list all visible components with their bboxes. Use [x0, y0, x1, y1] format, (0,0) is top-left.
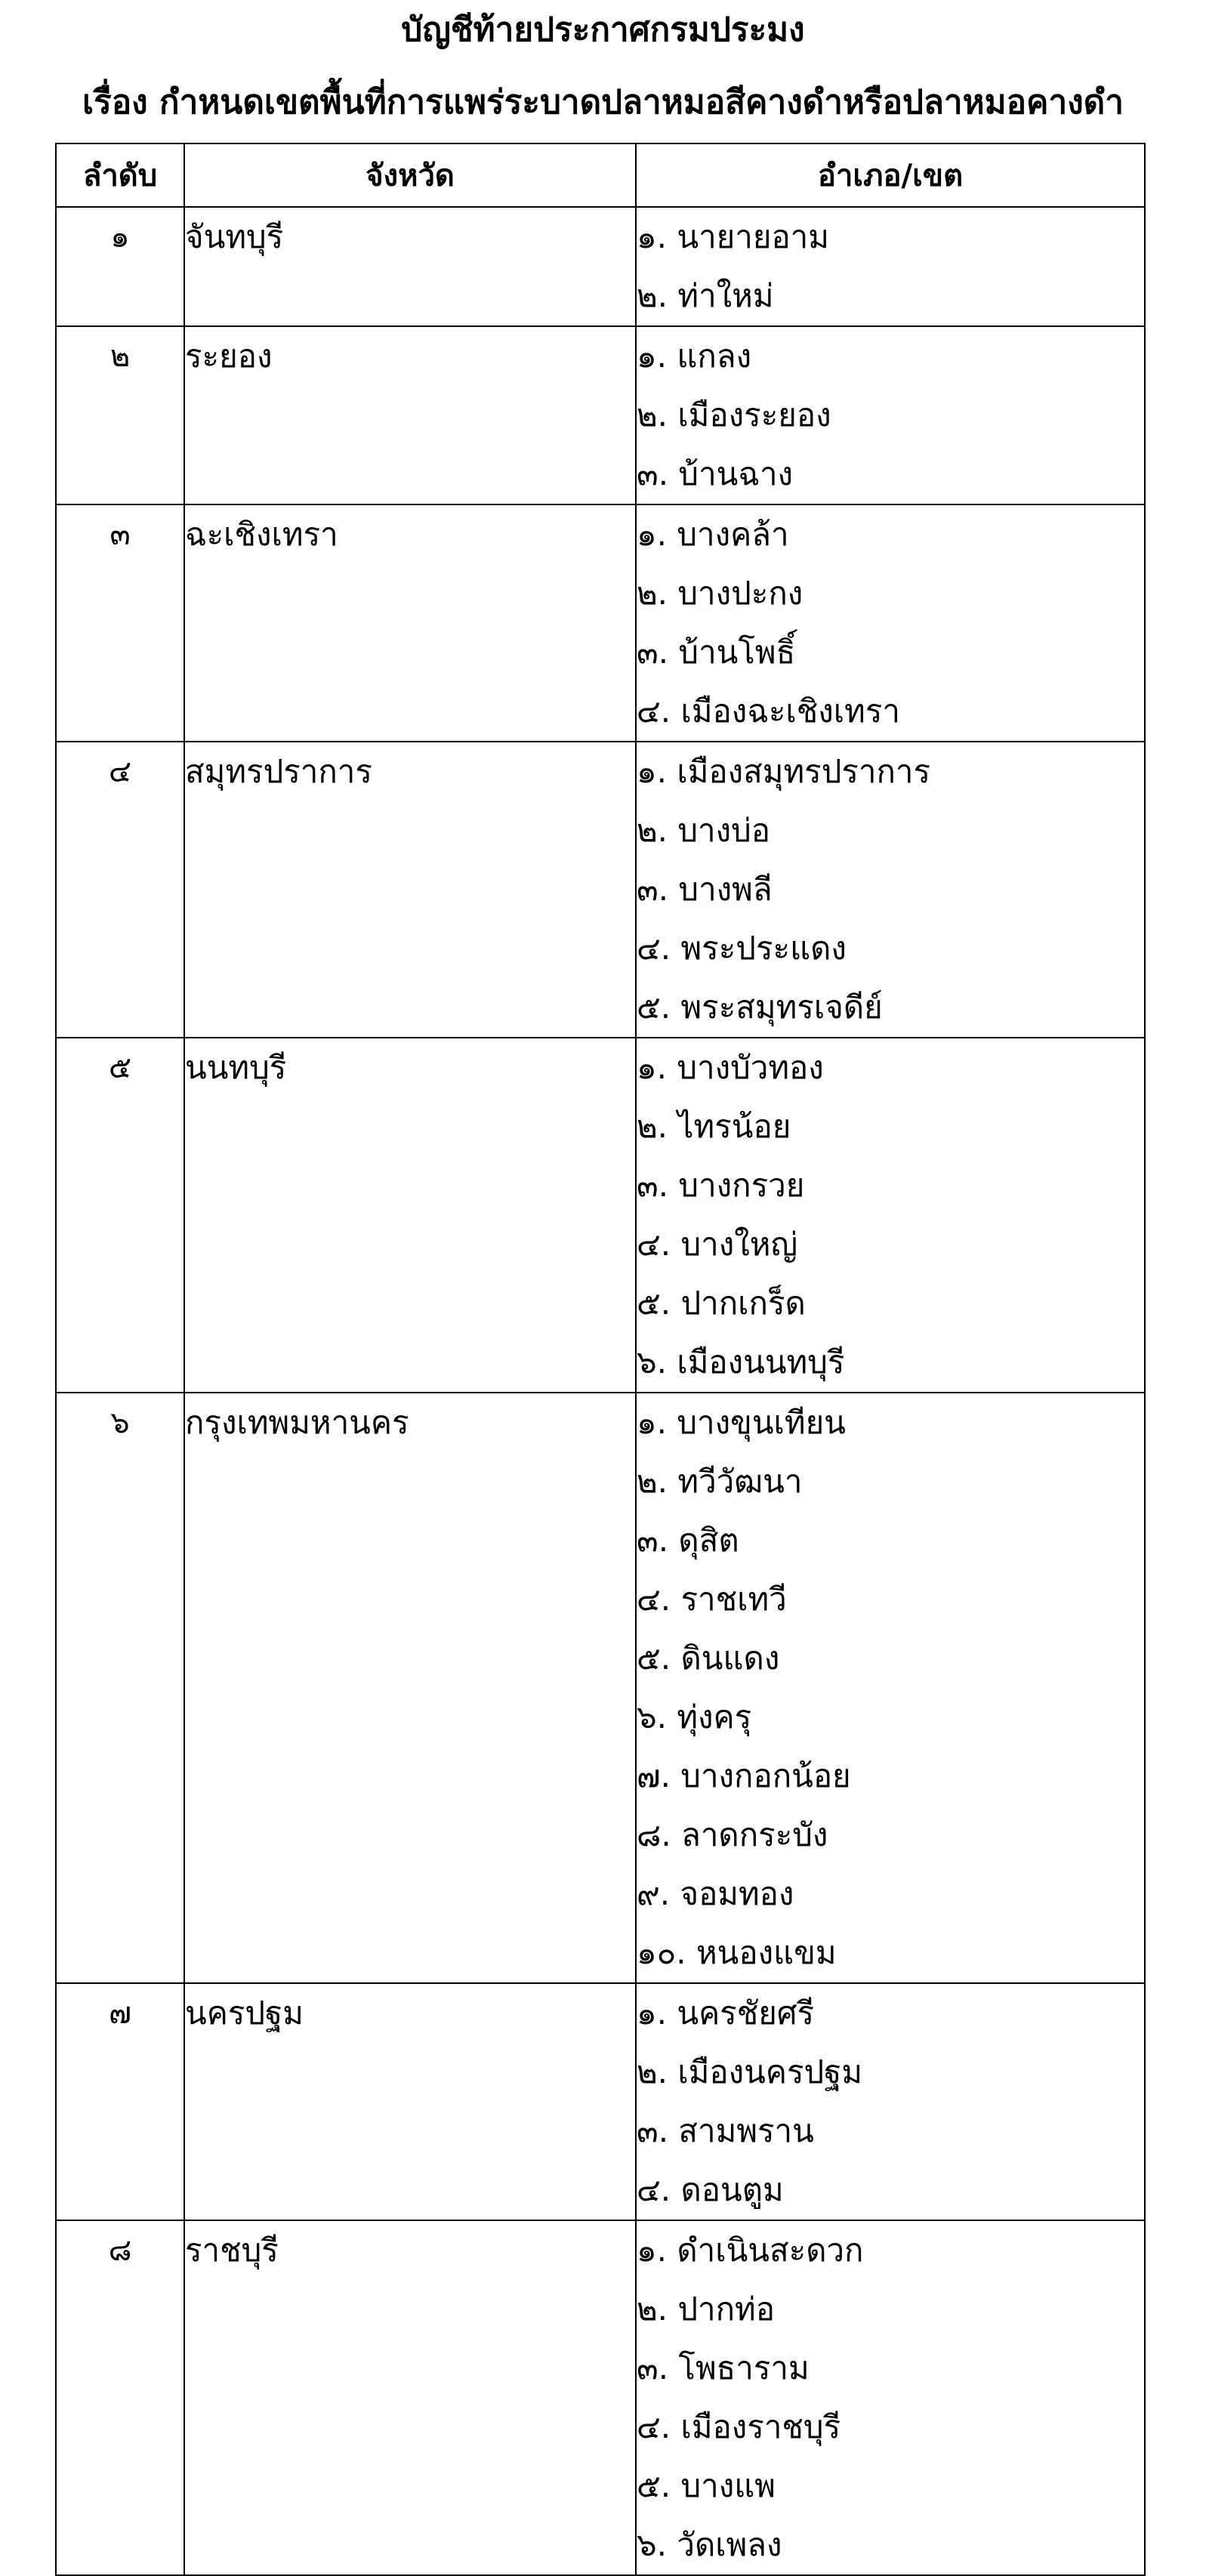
district-item: ๔. ราชเทวี: [637, 1581, 787, 1618]
districts-cell: [636, 326, 1145, 504]
district-item: ๗. บางกอกน้อย: [637, 1757, 851, 1794]
district-item: ๑. เมืองสมุทรปราการ: [637, 753, 931, 790]
districts-cell: [636, 2220, 1145, 2575]
province-cell: สมุทรปราการ: [184, 742, 636, 1038]
districts-cell: [636, 207, 1145, 326]
order-cell: ๑: [56, 207, 184, 326]
district-item: ๙. จอมทอง: [637, 1875, 794, 1912]
table-body: [56, 207, 1145, 2575]
district-item: ๔. เมืองฉะเชิงเทรา: [637, 693, 900, 730]
order-cell: ๖: [56, 1393, 184, 1983]
table-row: [56, 1393, 1145, 1983]
district-item: ๒. ทวีวัฒนา: [637, 1463, 803, 1500]
header-province: จังหวัด: [184, 143, 636, 207]
district-item: ๑. แกลง: [637, 338, 752, 375]
district-item: ๓. บางพลี: [637, 871, 773, 908]
district-item: ๕. พระสมุทรเจดีย์: [637, 989, 883, 1026]
districts-cell: [636, 1983, 1145, 2220]
order-cell: ๔: [56, 742, 184, 1038]
table-row: [56, 1983, 1145, 2220]
district-item: ๒. เมืองนครปฐม: [637, 2053, 863, 2090]
table-row: [56, 742, 1145, 1038]
order-cell: ๕: [56, 1038, 184, 1393]
districts-cell: [636, 742, 1145, 1038]
table-row: [56, 1038, 1145, 1393]
order-cell: ๗: [56, 1983, 184, 2220]
province-cell: ฉะเชิงเทรา: [184, 504, 636, 742]
district-item: ๔. บางใหญ่: [637, 1226, 798, 1263]
district-item: ๘. ลาดกระบัง: [637, 1816, 828, 1853]
district-item: ๑. บางบัวทอง: [637, 1049, 824, 1086]
document-title: บัญชีท้ายประกาศกรมประมง: [401, 11, 805, 49]
district-item: ๔. เมืองราชบุรี: [637, 2408, 841, 2445]
district-item: ๒. ท่าใหม่: [637, 277, 774, 314]
district-item: ๕. ดินแดง: [637, 1640, 780, 1677]
table-row: [56, 207, 1145, 326]
district-item: ๔. พระประแดง: [637, 930, 847, 967]
header-row: [56, 143, 1145, 207]
district-item: ๒. บางบ่อ: [637, 812, 771, 849]
province-cell: ราชบุรี: [184, 2220, 636, 2575]
province-cell: กรุงเทพมหานคร: [184, 1393, 636, 1983]
province-cell: นนทบุรี: [184, 1038, 636, 1393]
order-cell: ๓: [56, 504, 184, 742]
province-cell: นครปฐม: [184, 1983, 636, 2220]
districts-cell: [636, 504, 1145, 742]
district-item: ๕. บางแพ: [637, 2467, 776, 2504]
district-item: ๒. ไทรน้อย: [637, 1108, 791, 1145]
header-district: อำเภอ/เขต: [636, 143, 1145, 207]
district-item: ๑. ดำเนินสะดวก: [637, 2232, 864, 2269]
province-cell: ระยอง: [184, 326, 636, 504]
district-item: ๓. ดุสิต: [637, 1522, 739, 1559]
district-item: ๓. บ้านฉาง: [637, 455, 794, 492]
districts-cell: [636, 1038, 1145, 1393]
district-item: ๑. บางคล้า: [637, 516, 789, 553]
districts-cell: [636, 1393, 1145, 1983]
header-order: ลำดับ: [56, 143, 184, 207]
district-item: ๕. ปากเกร็ด: [637, 1285, 806, 1322]
district-item: ๑. บางขุนเทียน: [637, 1404, 846, 1441]
order-cell: ๘: [56, 2220, 184, 2575]
district-table: [55, 143, 1146, 2576]
district-item: ๔. ดอนตูม: [637, 2171, 784, 2208]
district-item: ๓. บ้านโพธิ์: [637, 634, 796, 671]
district-item: ๒. ปากท่อ: [637, 2291, 775, 2328]
table-header: [56, 143, 1145, 207]
district-item: ๑. นครชัยศรี: [637, 1994, 815, 2031]
district-item: ๖. เมืองนนทบุรี: [637, 1344, 845, 1381]
province-cell: จันทบุรี: [184, 207, 636, 326]
district-item: ๒. บางปะกง: [637, 575, 803, 612]
district-item: ๒. เมืองระยอง: [637, 396, 831, 433]
order-cell: ๒: [56, 326, 184, 504]
document-subject: เรื่อง กำหนดเขตพื้นที่การแพร่ระบาดปลาหมอสีคางดำหรือปลาหมอคางดำ: [82, 83, 1124, 122]
district-item: ๖. วัดเพลง: [637, 2526, 782, 2563]
table-row: [56, 504, 1145, 742]
district-item: ๑. นายายอาม: [637, 218, 829, 255]
table-row: [56, 326, 1145, 504]
table-row: [56, 2220, 1145, 2575]
district-item: ๓. โพธาราม: [637, 2349, 810, 2386]
district-item: ๓. บางกรวย: [637, 1167, 805, 1204]
district-item: ๓. สามพราน: [637, 2112, 814, 2149]
district-item: ๖. ทุ่งครุ: [637, 1698, 752, 1735]
district-item: ๑๐. หนองแขม: [637, 1934, 837, 1971]
